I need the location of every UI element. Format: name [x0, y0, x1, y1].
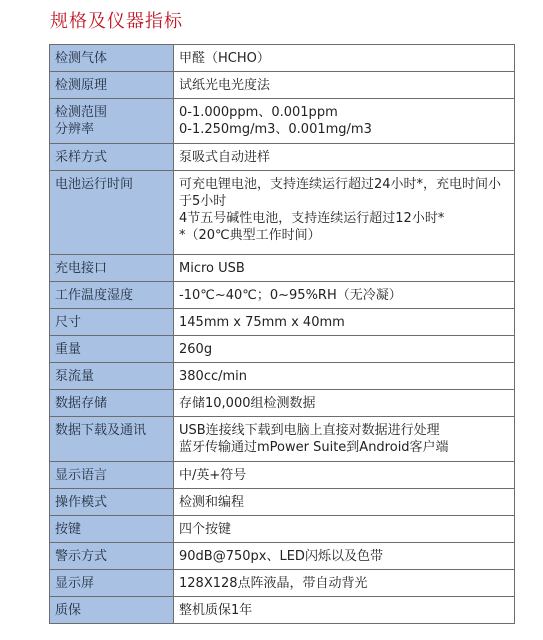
spec-label: 显示语言: [50, 462, 174, 489]
table-row: [50, 255, 515, 282]
spec-value: 0-1.000ppm、0.001ppm 0-1.250mg/m3、0.001mg/m3: [174, 99, 515, 144]
spec-value: 整机质保1年: [174, 597, 515, 624]
table-row: [50, 336, 515, 363]
spec-label: 泵流量: [50, 363, 174, 390]
spec-value: 145mm x 75mm x 40mm: [174, 309, 515, 336]
table-row: [50, 489, 515, 516]
table-row: [50, 99, 515, 144]
spec-value: 128X128点阵液晶，带自动背光: [174, 570, 515, 597]
spec-value: 检测和编程: [174, 489, 515, 516]
spec-label: 工作温度湿度: [50, 282, 174, 309]
spec-value: USB连接线下载到电脑上直接对数据进行处理 蓝牙传输通过mPower Suite到Android客户端: [174, 417, 515, 462]
table-row: [50, 597, 515, 624]
spec-value: 甲醛（HCHO）: [174, 45, 515, 72]
spec-label: 检测范围 分辨率: [50, 99, 174, 144]
spec-value: 泵吸式自动进样: [174, 144, 515, 171]
spec-label: 数据下载及通讯: [50, 417, 174, 462]
table-row: [50, 390, 515, 417]
spec-label: 尺寸: [50, 309, 174, 336]
spec-value: 试纸光电光度法: [174, 72, 515, 99]
spec-table: [49, 44, 515, 624]
table-row: [50, 570, 515, 597]
table-row: [50, 309, 515, 336]
spec-label: 电池运行时间: [50, 171, 174, 255]
spec-label: 显示屏: [50, 570, 174, 597]
table-row: [50, 171, 515, 255]
table-row: [50, 363, 515, 390]
table-row: [50, 417, 515, 462]
spec-label: 按键: [50, 516, 174, 543]
page-title: 规格及仪器指标: [50, 11, 183, 32]
table-row: [50, 45, 515, 72]
table-row: [50, 462, 515, 489]
spec-label: 检测气体: [50, 45, 174, 72]
table-row: [50, 543, 515, 570]
spec-label: 数据存储: [50, 390, 174, 417]
spec-label: 操作模式: [50, 489, 174, 516]
spec-label: 警示方式: [50, 543, 174, 570]
spec-value: Micro USB: [174, 255, 515, 282]
spec-label: 质保: [50, 597, 174, 624]
spec-value: 中/英+符号: [174, 462, 515, 489]
table-row: [50, 144, 515, 171]
spec-label: 检测原理: [50, 72, 174, 99]
spec-label: 充电接口: [50, 255, 174, 282]
spec-label: 采样方式: [50, 144, 174, 171]
spec-value: 90dB@750px、LED闪烁以及色带: [174, 543, 515, 570]
table-row: [50, 516, 515, 543]
spec-value: 260g: [174, 336, 515, 363]
spec-label: 重量: [50, 336, 174, 363]
table-row: [50, 72, 515, 99]
spec-value: -10℃~40℃；0~95%RH（无冷凝）: [174, 282, 515, 309]
spec-value: 380cc/min: [174, 363, 515, 390]
spec-value: 可充电锂电池，支持连续运行超过24小时*，充电时间小于5小时 4节五号碱性电池，支持连续运行超过12小时* *（20℃典型工作时间）: [174, 171, 515, 255]
table-row: [50, 282, 515, 309]
spec-value: 存储10,000组检测数据: [174, 390, 515, 417]
spec-value: 四个按键: [174, 516, 515, 543]
